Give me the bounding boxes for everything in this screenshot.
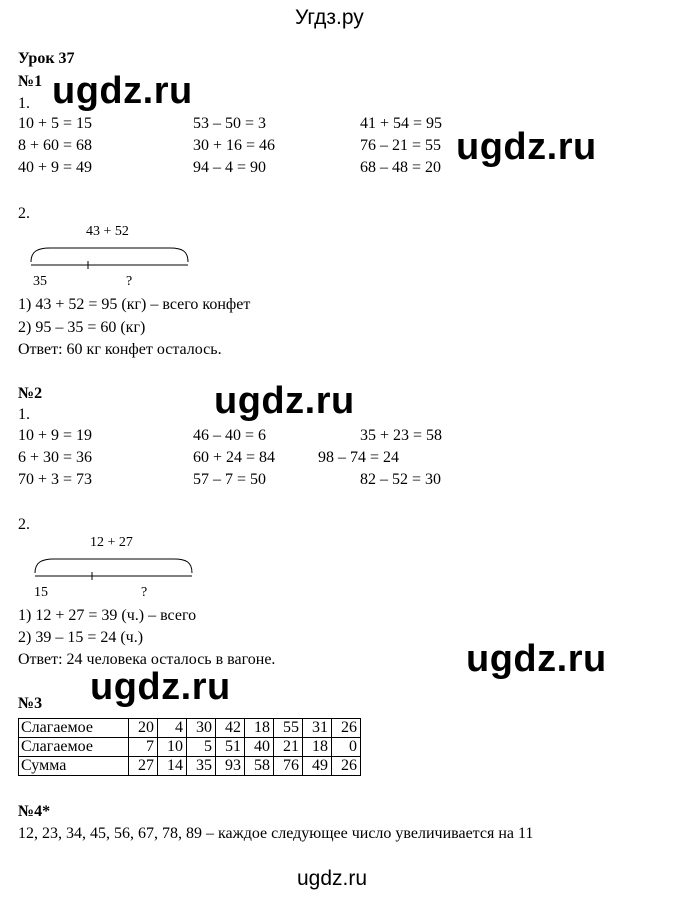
task2-solution-step1: 1) 12 + 27 = 39 (ч.) – всего [18, 607, 197, 624]
task1-eq-r3c2: 94 – 4 = 90 [193, 159, 267, 176]
task1-eq-r2c2: 30 + 16 = 46 [193, 137, 276, 154]
table-cell: 49 [303, 757, 332, 776]
table-cell: 4 [158, 719, 187, 738]
diagram2-left-label: 15 [34, 585, 48, 600]
task2-eq-r2c3: 98 – 74 = 24 [318, 449, 400, 466]
task1-eq-r2c1: 8 + 60 = 68 [18, 137, 93, 154]
watermark: ugdz.ru [456, 126, 597, 168]
table-cell: 93 [216, 757, 245, 776]
table-cell: 14 [158, 757, 187, 776]
task2-solution-step2: 2) 39 – 15 = 24 (ч.) [18, 629, 144, 646]
watermark: ugdz.ru [214, 380, 355, 422]
task2-part1-label: 1. [18, 406, 30, 423]
table-cell: 7 [129, 738, 158, 757]
task2-heading: №2 [18, 385, 43, 402]
task2-eq-r3c1: 70 + 3 = 73 [18, 471, 93, 488]
diagram1-top-label: 43 + 52 [86, 224, 129, 239]
table-row [19, 757, 361, 776]
task1-eq-r3c1: 40 + 9 = 49 [18, 159, 93, 176]
table-cell: 10 [158, 738, 187, 757]
table-cell: 31 [303, 719, 332, 738]
watermark: ugdz.ru [52, 70, 193, 112]
table-cell: 76 [274, 757, 303, 776]
task1-part1-label: 1. [18, 95, 30, 112]
table-cell: 55 [274, 719, 303, 738]
table-cell: 20 [129, 719, 158, 738]
table-row-label: Слагаемое [19, 738, 129, 757]
table-cell: 18 [245, 719, 274, 738]
table-cell: 18 [303, 738, 332, 757]
diagram2-segment [32, 555, 198, 583]
watermark: ugdz.ru [90, 666, 231, 708]
table-cell: 5 [187, 738, 216, 757]
task2-answer: Ответ: 24 человека осталось в вагоне. [18, 651, 276, 668]
table-row-label: Сумма [19, 757, 129, 776]
table-cell: 30 [187, 719, 216, 738]
task1-solution-step2: 2) 95 – 35 = 60 (кг) [18, 319, 146, 336]
table-cell: 27 [129, 757, 158, 776]
task1-part2-label: 2. [18, 205, 30, 222]
table-row [19, 738, 361, 757]
task3-heading: №3 [18, 695, 43, 712]
sum-table [18, 718, 361, 776]
task1-eq-r1c3: 41 + 54 = 95 [360, 115, 443, 132]
diagram2-top-label: 12 + 27 [90, 535, 133, 550]
site-header-title: Угдз.ру [295, 6, 364, 29]
task4-heading: №4* [18, 803, 51, 820]
table-cell: 26 [332, 719, 361, 738]
task2-eq-r2c2: 60 + 24 = 84 [193, 449, 276, 466]
lesson-title: Урок 37 [18, 50, 75, 67]
task1-eq-r1c2: 53 – 50 = 3 [193, 115, 267, 132]
diagram2-right-label: ? [141, 585, 148, 600]
table-cell: 42 [216, 719, 245, 738]
task1-answer: Ответ: 60 кг конфет осталось. [18, 341, 222, 358]
task2-eq-r2c1: 6 + 30 = 36 [18, 449, 93, 466]
task2-part2-label: 2. [18, 516, 30, 533]
table-cell: 40 [245, 738, 274, 757]
diagram1-segment [28, 244, 194, 272]
table-cell: 21 [274, 738, 303, 757]
task1-eq-r2c3: 76 – 21 = 55 [360, 137, 442, 154]
task2-eq-r3c2: 57 – 7 = 50 [193, 471, 267, 488]
table-cell: 51 [216, 738, 245, 757]
table-cell: 35 [187, 757, 216, 776]
watermark: ugdz.ru [466, 638, 607, 680]
table-row [19, 719, 361, 738]
task1-solution-step1: 1) 43 + 52 = 95 (кг) – всего конфет [18, 296, 251, 313]
table-cell: 0 [332, 738, 361, 757]
diagram1-right-label: ? [126, 274, 133, 289]
site-footer-link[interactable]: ugdz.ru [297, 867, 368, 890]
task4-text: 12, 23, 34, 45, 56, 67, 78, 89 – каждое следующее число увеличивается на 11 [18, 825, 534, 842]
diagram1-left-label: 35 [33, 274, 47, 289]
table-row-label: Слагаемое [19, 719, 129, 738]
task2-eq-r1c1: 10 + 9 = 19 [18, 427, 93, 444]
task2-eq-r1c3: 35 + 23 = 58 [360, 427, 443, 444]
task1-eq-r3c3: 68 – 48 = 20 [360, 159, 442, 176]
task1-eq-r1c1: 10 + 5 = 15 [18, 115, 93, 132]
task1-heading: №1 [18, 73, 43, 90]
table-cell: 58 [245, 757, 274, 776]
task2-eq-r1c2: 46 – 40 = 6 [193, 427, 267, 444]
task2-eq-r3c3: 82 – 52 = 30 [360, 471, 442, 488]
table-cell: 26 [332, 757, 361, 776]
